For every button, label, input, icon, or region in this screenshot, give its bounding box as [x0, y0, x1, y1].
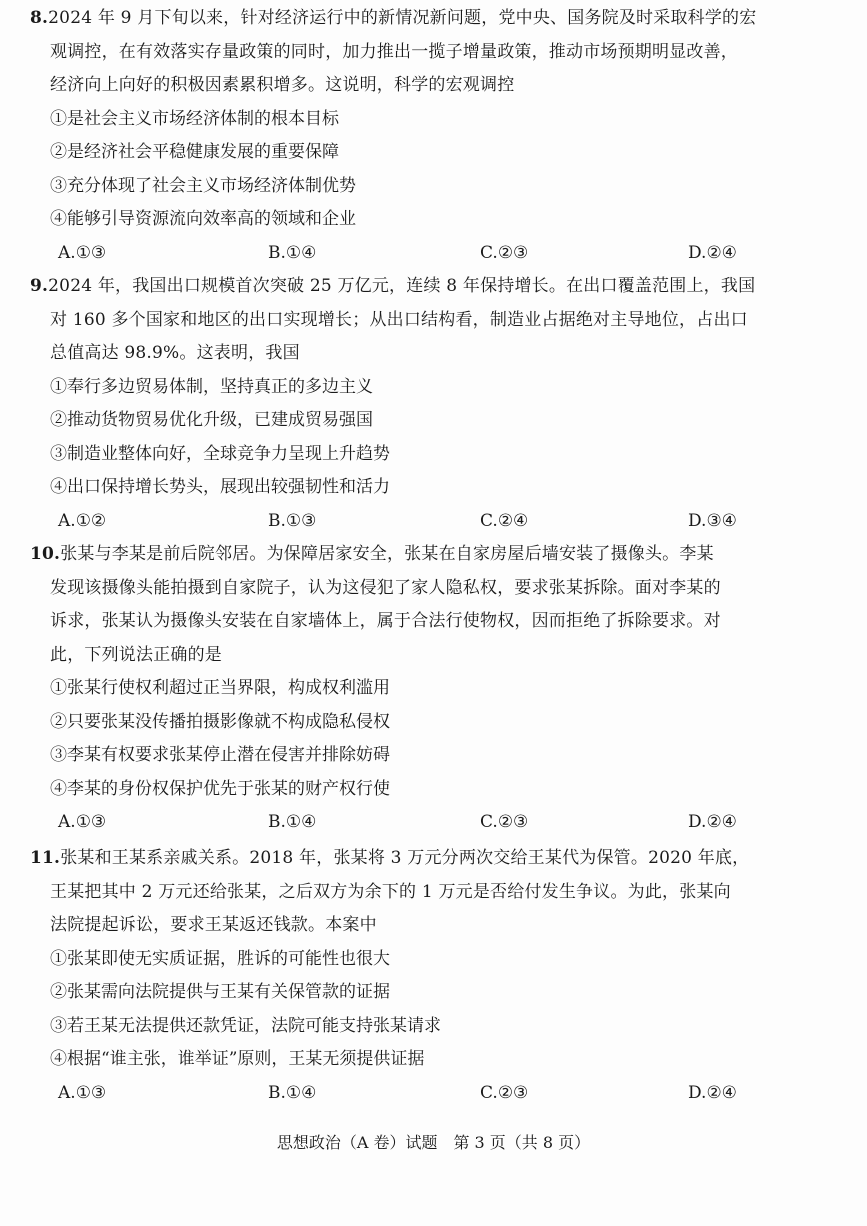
option-value: ③④: [706, 510, 737, 531]
option-a[interactable]: [58, 1077, 106, 1111]
question-number: 8.: [30, 8, 49, 28]
option-label: A.: [58, 1082, 76, 1103]
option-value: ②③: [497, 1082, 529, 1103]
question-stem-line: 总值高达 98.9%。这表明，我国: [50, 343, 300, 363]
option-value: ②④: [706, 242, 737, 263]
option-value: ②④: [706, 812, 737, 832]
option-c[interactable]: [480, 1077, 528, 1111]
option-label: A.: [58, 510, 76, 531]
option-d[interactable]: [688, 505, 737, 539]
page-footer: 思想政治（A 卷）试题 第 3 页（共 8 页）: [276, 1133, 591, 1152]
statement-4: ④根据“谁主张，谁举证”原则，王某无须提供证据: [50, 1049, 425, 1069]
question-stem-text: 2024 年 9 月下旬以来，针对经济运行中的新情况新问题，党中央、国务院及时采取科学的宏: [48, 8, 757, 28]
question-stem-text: 张某与李某是前后院邻居。为保障居家安全，张某在自家房屋后墙安装了摄像头。李某: [60, 544, 714, 564]
option-value: ②③: [497, 242, 529, 263]
statement-1: ①张某行使权利超过正当界限，构成权利滥用: [50, 678, 390, 698]
question-stem-line: [30, 538, 835, 572]
option-label: A.: [58, 812, 76, 832]
option-value: ①③: [75, 812, 107, 832]
option-value: ①④: [285, 1082, 317, 1103]
question-stem-line: 观调控，在有效落实存量政策的同时，加力推出一揽子增量政策，推动市场预期明显改善，: [50, 41, 738, 62]
statement-1: ①是社会主义市场经济体制的根本目标: [50, 108, 339, 129]
option-d[interactable]: [688, 237, 737, 271]
option-label: D.: [688, 1082, 707, 1103]
question-stem-line: 经济向上向好的积极因素累积增多。这说明，科学的宏观调控: [50, 75, 515, 95]
question-stem-line: 此，下列说法正确的是: [50, 644, 222, 665]
option-value: ①③: [285, 510, 317, 531]
option-label: D.: [688, 812, 707, 832]
question-stem-line: [30, 842, 835, 876]
option-value: ②④: [497, 510, 529, 531]
question-11: [30, 842, 835, 1110]
option-a[interactable]: [58, 237, 106, 271]
option-d[interactable]: [688, 806, 737, 840]
question-number: 10.: [30, 544, 61, 564]
statement-2: ②是经济社会平稳健康发展的重要保障: [50, 142, 339, 162]
option-a[interactable]: [58, 505, 106, 539]
option-c[interactable]: [480, 237, 528, 271]
question-9: [30, 270, 835, 538]
answer-options: [30, 1077, 835, 1111]
option-value: ①③: [75, 1082, 107, 1103]
answer-options: [30, 505, 835, 539]
option-label: B.: [268, 242, 286, 263]
option-b[interactable]: [268, 1077, 316, 1111]
option-value: ①④: [285, 812, 317, 832]
option-d[interactable]: [688, 1077, 737, 1111]
question-stem-line: 诉求，张某认为摄像头安装在自家墙体上，属于合法行使物权，因而拒绝了拆除要求。对: [50, 611, 721, 631]
answer-options: [30, 237, 835, 271]
answer-options: [30, 806, 835, 840]
question-10: [30, 538, 835, 840]
option-c[interactable]: [480, 806, 528, 840]
statement-3: ③制造业整体向好，全球竞争力呈现上升趋势: [50, 443, 390, 464]
statement-2: ②推动货物贸易优化升级，已建成贸易强国: [50, 410, 373, 430]
statement-1: ①奉行多边贸易体制，坚持真正的多边主义: [50, 376, 373, 397]
option-value: ①④: [285, 242, 317, 263]
option-value: ①②: [75, 510, 107, 531]
statement-3: ③充分体现了社会主义市场经济体制优势: [50, 175, 356, 196]
option-value: ②③: [497, 812, 529, 832]
option-label: D.: [688, 510, 707, 531]
question-stem-line: [30, 2, 835, 36]
option-c[interactable]: [480, 505, 528, 539]
option-label: B.: [268, 812, 286, 832]
statement-1: ①张某即使无实质证据，胜诉的可能性也很大: [50, 948, 390, 969]
statement-4: ④能够引导资源流向效率高的领域和企业: [50, 209, 356, 229]
option-label: C.: [480, 510, 498, 531]
option-b[interactable]: [268, 237, 316, 271]
question-stem-line: 法院提起诉讼，要求王某返还钱款。本案中: [50, 915, 377, 935]
statement-2: ②张某需向法院提供与王某有关保管款的证据: [50, 982, 390, 1002]
option-a[interactable]: [58, 806, 106, 840]
statement-3: ③若王某无法提供还款凭证，法院可能支持张某请求: [50, 1015, 441, 1036]
question-number: 11.: [30, 848, 61, 868]
question-stem-line: 发现该摄像头能拍摄到自家院子，认为这侵犯了家人隐私权，要求张某拆除。面对李某的: [50, 577, 721, 598]
option-label: D.: [688, 242, 707, 263]
question-stem-line: 王某把其中 2 万元还给张某，之后双方为余下的 1 万元是否给付发生争议。为此，张某向: [50, 881, 731, 902]
option-label: C.: [480, 242, 498, 263]
option-label: B.: [268, 510, 286, 531]
option-label: C.: [480, 812, 498, 832]
option-label: B.: [268, 1082, 286, 1103]
question-8: [30, 2, 835, 270]
option-label: C.: [480, 1082, 498, 1103]
statement-4: ④李某的身份权保护优先于张某的财产权行使: [50, 778, 390, 799]
question-stem-line: 对 160 多个国家和地区的出口实现增长；从出口结构看，制造业占据绝对主导地位，占出口: [50, 309, 748, 330]
option-b[interactable]: [268, 505, 316, 539]
option-label: A.: [58, 242, 76, 263]
statement-2: ②只要张某没传播拍摄影像就不构成隐私侵权: [50, 711, 390, 732]
option-value: ①③: [75, 242, 107, 263]
statement-3: ③李某有权要求张某停止潜在侵害并排除妨碍: [50, 745, 390, 765]
question-number: 9.: [30, 276, 49, 296]
statement-4: ④出口保持增长势头，展现出较强韧性和活力: [50, 477, 390, 497]
option-value: ②④: [706, 1082, 737, 1103]
question-stem-text: 2024 年，我国出口规模首次突破 25 万亿元，连续 8 年保持增长。在出口覆盖范围上，我国: [48, 276, 756, 296]
question-stem-text: 张某和王某系亲戚关系。2018 年，张某将 3 万元分两次交给王某代为保管。2020 年底，: [60, 848, 750, 868]
option-b[interactable]: [268, 806, 316, 840]
question-stem-line: [30, 270, 835, 304]
